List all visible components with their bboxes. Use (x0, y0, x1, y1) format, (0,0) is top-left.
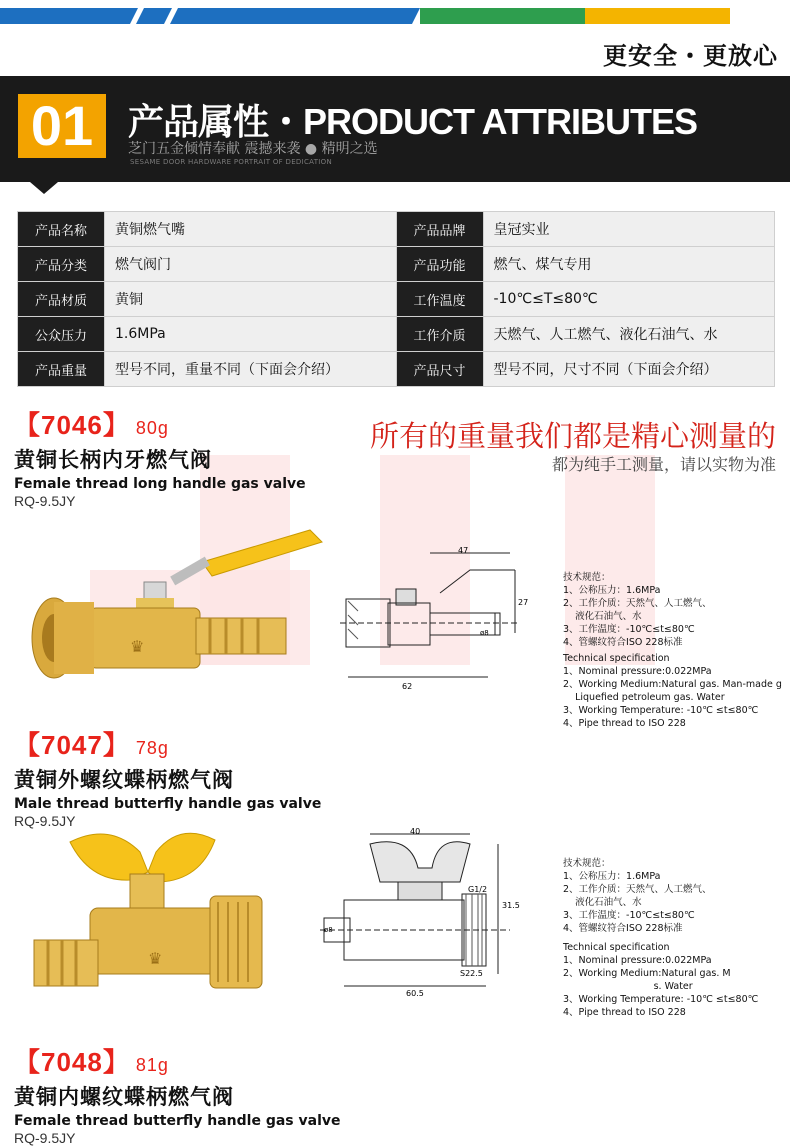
product-name-en: Male thread butterfly handle gas valve (14, 796, 322, 812)
attribute-label: 工作温度 (396, 282, 483, 317)
top-color-bar (0, 0, 790, 30)
attributes-row (18, 212, 775, 247)
attribute-label: 产品品牌 (396, 212, 483, 247)
attribute-label: 工作介质 (396, 317, 483, 352)
attribute-value: 皇冠实业 (483, 212, 775, 247)
product-name-en: Female thread long handle gas valve (14, 476, 306, 492)
product-model: RQ-9.5JY (14, 1130, 76, 1146)
svg-text:♛: ♛ (130, 637, 145, 656)
attribute-value: 黄铜燃气嘴 (105, 212, 397, 247)
product-7047-photo (30, 822, 300, 1012)
product-7047-spec-cn: 技术规范： 1、公称压力：1.6MPa 2、工作介质：天然气、人工燃气、 液化石油气、水 3、工作温度：-10℃≤t≤80℃ 4、管螺纹符合ISO 228标准 (563, 858, 712, 934)
product-7047-drawing (320, 828, 540, 998)
section-subtitle-en: SESAME DOOR HARDWARE PORTRAIT OF DEDICATION (130, 158, 333, 166)
attributes-row (18, 247, 775, 282)
dim-height: 31.5 (502, 901, 520, 910)
attribute-value: -10℃≤T≤80℃ (483, 282, 775, 317)
attribute-label: 公众压力 (18, 317, 105, 352)
product-model: RQ-9.5JY (14, 813, 76, 829)
attribute-label: 产品名称 (18, 212, 105, 247)
product-name-cn: 黄铜内螺纹蝶柄燃气阀 (14, 1085, 234, 1109)
attributes-row (18, 317, 775, 352)
dim-diameter: ø8 (324, 926, 333, 934)
product-7046-spec-en: Technical specification 1、Nominal pressure:0.022MPa 2、Working Medium:Natural gas. Man-made g Liquefied petroleum gas. Water 3、Working Temperature: -10℃ ≤t≤80℃ 4、Pipe thread to ISO 228 (563, 653, 782, 729)
product-model: RQ-9.5JY (14, 493, 76, 509)
attributes-table (17, 211, 775, 387)
product-code: 【7047】 (14, 730, 130, 760)
section-title: 产品属性・PRODUCT ATTRIBUTES (128, 101, 697, 142)
section-hero (0, 76, 790, 182)
hero-notch (30, 182, 58, 194)
product-code: 【7046】 (14, 410, 130, 440)
product-7046-drawing (340, 545, 540, 705)
header-slogan: 更安全・更放心 (603, 42, 778, 70)
product-weight: 81g (135, 1055, 169, 1075)
attribute-label: 产品重量 (18, 352, 105, 387)
dim-height: 27 (518, 598, 529, 607)
attribute-value: 天燃气、人工燃气、液化石油气、水 (483, 317, 775, 352)
attribute-label: 产品尺寸 (396, 352, 483, 387)
product-name-cn: 黄铜长柄内牙燃气阀 (14, 448, 212, 472)
attributes-row (18, 352, 775, 387)
product-7046-header (14, 405, 334, 509)
dim-width: 40 (410, 828, 421, 836)
weight-notice: 所有的重量我们都是精心测量的 (369, 419, 776, 453)
product-7048-header (14, 1042, 341, 1146)
dim-thread: G1/2 (468, 885, 488, 894)
product-7046-spec-cn: 技术规范： 1、公称压力：1.6MPa 2、工作介质：天然气、人工燃气、 液化石油气、水 3、工作温度：-10℃≤t≤80℃ 4、管螺纹符合ISO 228标准 (563, 572, 712, 648)
attribute-label: 产品功能 (396, 247, 483, 282)
dim-length: 60.5 (406, 989, 424, 998)
product-weight: 80g (135, 418, 169, 438)
attribute-value: 燃气阀门 (105, 247, 397, 282)
product-7046-photo (30, 520, 330, 700)
attribute-value: 型号不同，尺寸不同（下面会介绍） (483, 352, 775, 387)
section-number: 01 (18, 94, 106, 158)
attribute-label: 产品分类 (18, 247, 105, 282)
svg-text:♛: ♛ (148, 949, 163, 968)
dim-hex: S22.5 (460, 969, 483, 978)
dim-diameter: ø8 (480, 629, 489, 637)
weight-notice-sub: 都为纯手工测量，请以实物为准 (551, 455, 776, 474)
dim-width: 47 (458, 546, 469, 555)
attribute-value: 燃气、煤气专用 (483, 247, 775, 282)
section-subtitle: 芝门五金倾情奉献 震撼来袭 ● 精明之选 (128, 141, 378, 157)
product-name-en: Female thread butterfly handle gas valve (14, 1113, 341, 1129)
product-weight: 78g (135, 738, 169, 758)
attribute-value: 黄铜 (105, 282, 397, 317)
attributes-row (18, 282, 775, 317)
product-7047-spec-en: Technical specification 1、Nominal pressure:0.022MPa 2、Working Medium:Natural gas. M s. Water 3、Working Temperature: -10℃ ≤t≤80℃ 4、Pipe thread to ISO 228 (563, 942, 759, 1018)
product-code: 【7048】 (14, 1047, 130, 1077)
attribute-label: 产品材质 (18, 282, 105, 317)
product-7047-header (14, 725, 334, 829)
product-name-cn: 黄铜外螺纹蝶柄燃气阀 (14, 768, 234, 792)
dim-length: 62 (402, 682, 413, 691)
attribute-value: 型号不同，重量不同（下面会介绍） (105, 352, 397, 387)
attribute-value: 1.6MPa (105, 317, 397, 352)
